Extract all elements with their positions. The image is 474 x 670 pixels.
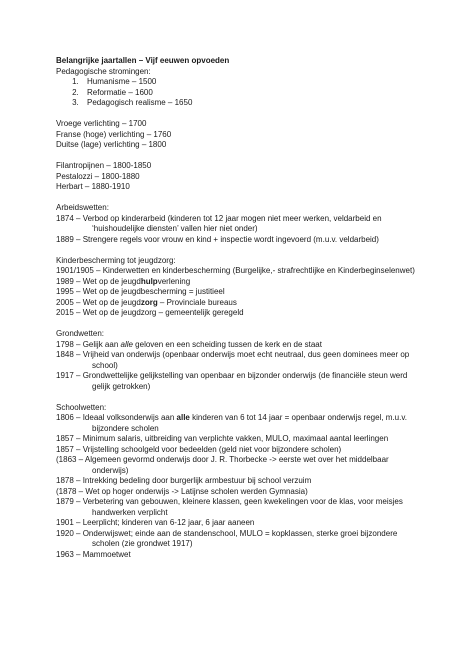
grondwet-1917-cont: gelijk getrokken): [92, 381, 151, 391]
grondwet-1848-cont: school): [92, 360, 118, 370]
grondwet-1798: 1798 – Gelijk aan alle geloven en een scheiding tussen de kerk en de staat: [56, 339, 322, 349]
schoolwet-1863-cont: onderwijs): [92, 465, 129, 475]
schoolwet-1806: 1806 – Ideaal volksonderwijs aan alle kinderen van 6 tot 14 jaar = openbaar onderwijs regel, m.u.v.: [56, 413, 407, 422]
kinderwet-1901: 1901/1905 – Kinderwetten en kinderbescherming (Burgelijke,- strafrechtlijke en Kinderbeginselenwet): [56, 266, 415, 275]
schoolwet-1920-cont: scholen (zie grondwet 1917): [92, 539, 193, 548]
schoolwet-1806-cont: bijzondere scholen: [92, 423, 159, 433]
schoolwet-1863: (1863 – Algemeen gevormd onderwijs door J. R. Thorbecke -> eerste wet over het middelbaar: [56, 455, 389, 464]
arbeidswet-1874: 1874 – Verbod op kinderarbeid (kinderen tot 12 jaar mogen niet meer werken, veldarbeid en: [56, 213, 382, 223]
grondwet-1917: 1917 – Grondwettelijke gelijkstelling van openbaar en bijzonder onderwijs (de financiële steun werd: [56, 371, 408, 380]
kinderwet-1995: 1995 – Wet op de jeugdbescherming = justitieel: [56, 287, 225, 296]
verlichting-line: Franse (hoge) verlichting – 1760: [56, 129, 172, 139]
kinderwet-2015: 2015 – Wet op de jeugdzorg – gemeentelijk geregeld: [56, 308, 244, 317]
kinderwet-2005: 2005 – Wet op de jeugdzorg – Provinciale bureaus: [56, 297, 237, 307]
schoolwet-1857a: 1857 – Minimum salaris, uitbreiding van verplichte vakken, MULO, maximaal aantal leerlingen: [56, 434, 389, 443]
schoolwet-1901: 1901 – Leerplicht; kinderen van 6-12 jaar, 6 jaar aaneen: [56, 518, 255, 527]
person-line: Herbart – 1880-1910: [56, 182, 130, 191]
schoolwet-1879-cont: handwerken verplicht: [92, 507, 168, 517]
document-title: Belangrijke jaartallen – Vijf eeuwen opvoeden: [56, 56, 230, 65]
arbeidswet-1874-cont: ‘huishoudelijke diensten’ vallen hier niet onder): [92, 224, 258, 233]
schoolwet-1878b: (1878 – Wet op hoger onderwijs -> Latijnse scholen werden Gymnasia): [56, 486, 308, 496]
kinderwet-1989: 1989 – Wet op de jeugdhulpverlening: [56, 276, 191, 286]
kinderbescherming-heading: Kinderbescherming tot jeugdzorg:: [56, 255, 176, 265]
schoolwetten-heading: Schoolwetten:: [56, 402, 107, 412]
list-item: 2. Reformatie – 1600: [81, 88, 456, 99]
arbeidswet-1889: 1889 – Strengere regels voor vrouw en kind + inspectie wordt ingevoerd (m.u.v. veldarbeid): [56, 234, 379, 244]
schoolwet-1920: 1920 – Onderwijswet; einde aan de standenschool, MULO = kopklassen, sterke groei bijzondere: [56, 528, 398, 538]
list-item: 3. Pedagogisch realisme – 1650: [81, 98, 456, 109]
list-item: 1. Humanisme – 1500: [81, 77, 456, 88]
schoolwet-1857b: 1857 – Vrijstelling schoolgeld voor bedeelden (geld niet voor bijzondere scholen): [56, 444, 342, 454]
person-line: Pestalozzi – 1800-1880: [56, 171, 140, 181]
document-page: [56, 56, 456, 560]
schoolwet-1963: 1963 – Mammoetwet: [56, 549, 131, 559]
person-line: Filantropijnen – 1800-1850: [56, 161, 152, 170]
verlichting-line: Duitse (lage) verlichting – 1800: [56, 140, 167, 149]
grondwet-1848: 1848 – Vrijheid van onderwijs (openbaar onderwijs moet echt neutraal, dus geen dominees meer op: [56, 350, 410, 359]
schoolwet-1879: 1879 – Verbetering van gebouwen, kleinere klassen, geen kwekelingen voor de klas, voor meisjes: [56, 497, 403, 506]
grondwetten-heading: Grondwetten:: [56, 329, 105, 338]
stromingen-list: [56, 77, 456, 109]
arbeidswetten-heading: Arbeidswetten:: [56, 203, 109, 212]
schoolwet-1878a: 1878 – Intrekking bedeling door burgerlijk armbestuur bij school verzuim: [56, 476, 312, 485]
stromingen-heading: Pedagogische stromingen:: [56, 66, 151, 76]
verlichting-line: Vroege verlichting – 1700: [56, 119, 147, 128]
